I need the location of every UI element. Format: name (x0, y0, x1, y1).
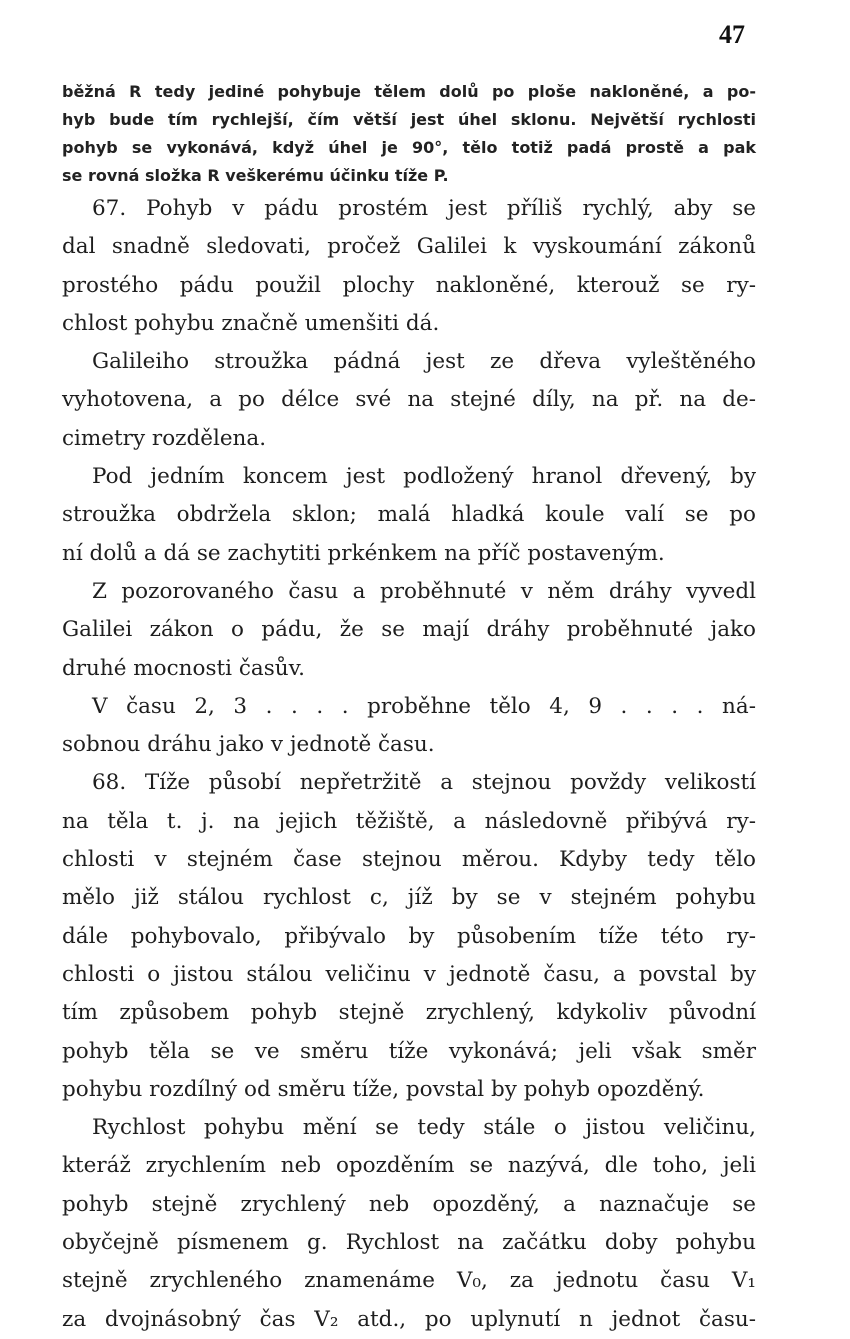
text-line: za dvojnásobný čas V₂ atd., po uplynutí n jednot času- (62, 1306, 756, 1332)
text-line: druhé mocnosti časův. (62, 655, 306, 681)
paragraph-67 (62, 190, 756, 343)
text-line: dále pohybovalo, přibývalo by působením tíže této ry- (62, 923, 756, 949)
text-line: cimetry rozdělena. (62, 425, 267, 451)
paragraph-rychlost (62, 1109, 756, 1339)
text-line: Galileiho stroužka pádná jest ze dřeva vyleštěného (92, 349, 756, 375)
text-line: běžná R tedy jediné pohybuje tělem dolů po ploše nakloněné, a po- (62, 82, 756, 101)
text-line: mělo již stálou rychlost c, jíž by se v stejném pohybu (62, 885, 756, 911)
text-line: V času 2, 3 . . . . proběhne tělo 4, 9 . . . . ná- (92, 693, 756, 719)
text-line: se rovná složka R veškerému účinku tíže P. (62, 166, 449, 185)
page-number: 47 (719, 20, 745, 49)
text-line: chlosti o jistou stálou veličinu v jednotě času, a povstal by (62, 961, 756, 987)
paragraph-68 (62, 764, 756, 1109)
text-line: kteráž zrychlením neb opozděním se nazývá, dle toho, jeli (62, 1153, 756, 1179)
text-line: Z pozorovaného času a proběhnuté v něm dráhy vyvedl (92, 578, 756, 604)
text-line: pohyb stejně zrychlený neb opozděný, a naznačuje se (62, 1191, 756, 1217)
text-line: Pod jedním koncem jest podložený hranol dřevený, by (92, 464, 756, 490)
text-line: 68. Tíže působí nepřetržitě a stejnou povždy velikostí (92, 770, 756, 796)
text-line: sobnou dráhu jako v jednotě času. (62, 732, 435, 758)
text-line: vyhotovena, a po délce své na stejné díly, na př. na de- (62, 387, 756, 413)
text-line: obyčejně písmenem g. Rychlost na začátku doby pohybu (62, 1230, 756, 1256)
text-line: hyb bude tím rychlejší, čím větší jest úhel sklonu. Největší rychlosti (62, 110, 756, 129)
text-line: ní dolů a dá se zachytiti prkénkem na příč postaveným. (62, 540, 665, 566)
main-text (62, 190, 756, 1339)
text-line: na těla t. j. na jejich těžiště, a následovně přibývá ry- (62, 808, 756, 834)
text-line: pohyb se vykonává, když úhel je 90°, tělo totiž padá prostě a pak (62, 138, 756, 157)
text-line: Rychlost pohybu mění se tedy stále o jistou veličinu, (92, 1115, 756, 1141)
text-line: stejně zrychleného znamenáme V₀, za jednotu času V₁ (62, 1268, 756, 1294)
text-line: chlost pohybu značně umenšiti dá. (62, 310, 440, 336)
text-line: 67. Pohyb v pádu prostém jest příliš rychlý, aby se (92, 196, 756, 221)
paragraph-hranol (62, 458, 756, 573)
text-line: chlosti v stejném čase stejnou měrou. Kdyby tedy tělo (62, 847, 756, 873)
continuation-text (62, 78, 756, 190)
text-line: Galilei zákon o pádu, že se mají dráhy proběhnuté jako (62, 617, 756, 643)
text-line: pohybu rozdílný od směru tíže, povstal by pohyb opozděný. (62, 1076, 705, 1102)
text-line: stroužka obdržela sklon; malá hladká koule valí se po (62, 502, 756, 528)
text-line: tím způsobem pohyb stejně zrychlený, kdykoliv původní (62, 1000, 756, 1026)
text-line: dal snadně sledovati, pročež Galilei k vyskoumání zákonů (62, 234, 756, 260)
paragraph-cas (62, 688, 756, 765)
paragraph-zakon (62, 573, 756, 688)
text-line: pohyb těla se ve směru tíže vykonává; jeli však směr (62, 1038, 756, 1064)
text-line: prostého pádu použil plochy nakloněné, kterouž se ry- (62, 272, 756, 298)
paragraph-stroužka (62, 343, 756, 458)
